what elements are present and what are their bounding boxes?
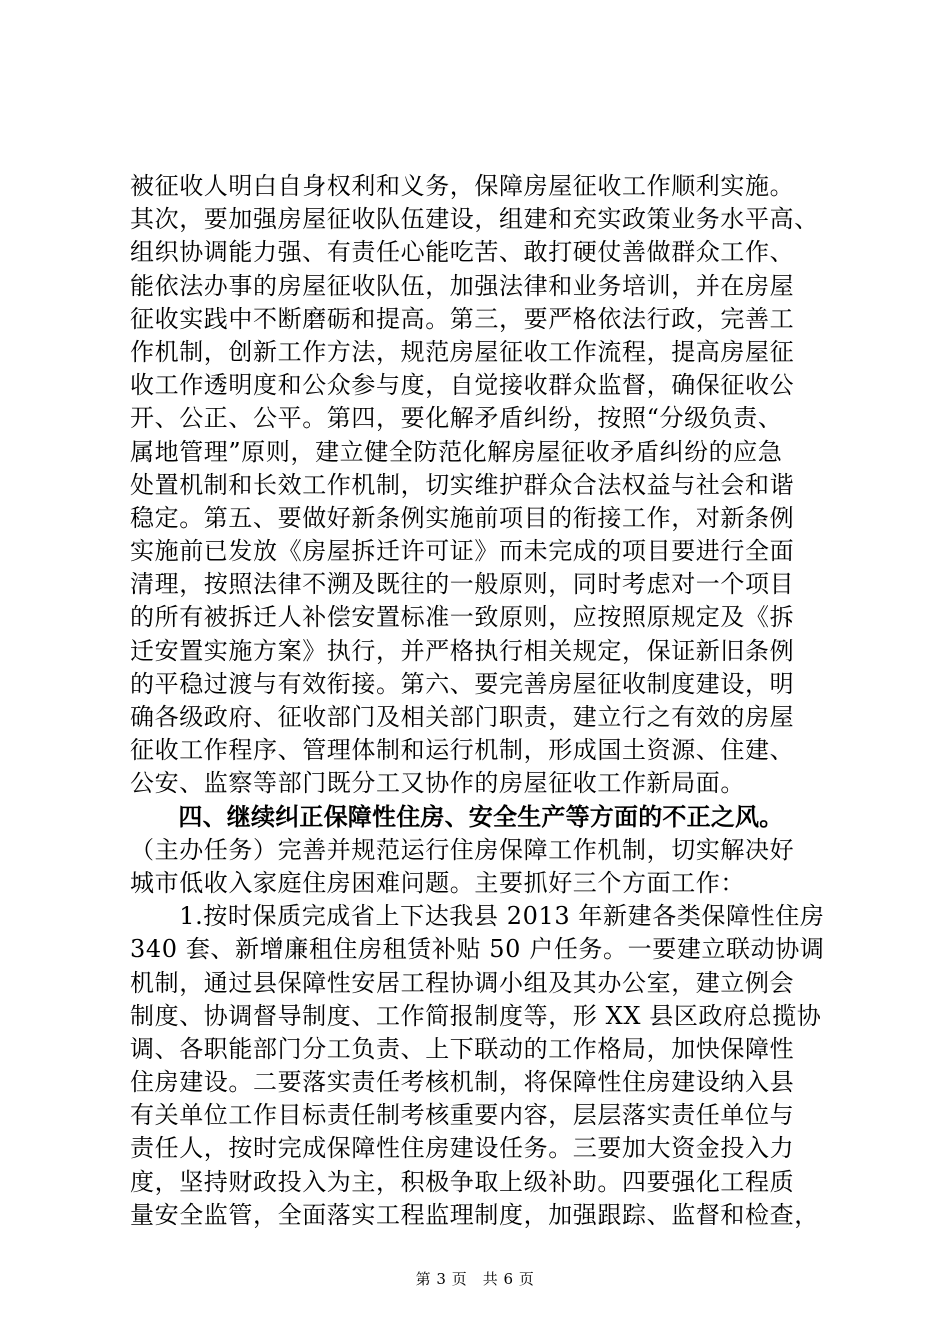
section-heading: 四、继续纠正保障性住房、安全生产等方面的不正之风。 (130, 802, 784, 831)
text-line: 组织协调能力强、有责任心能吃苦、敢打硬仗善做群众工作、 (130, 238, 795, 267)
text-line: 其次，要加强房屋征收队伍建设，组建和充实政策业务水平高、 (130, 205, 819, 234)
text-line: 作机制，创新工作方法，规范房屋征收工作流程，提高房屋征 (130, 337, 795, 366)
text-line: 机制，通过县保障性安居工程协调小组及其办公室，建立例会 (130, 968, 795, 997)
text-line: 处置机制和长效工作机制，切实维护群众合法权益与社会和谐 (130, 470, 795, 499)
text-line: 1.按时保质完成省上下达我县 2013 年新建各类保障性住房 (130, 902, 825, 931)
text-line: 被征收人明白自身权利和义务，保障房屋征收工作顺利实施。 (130, 172, 795, 200)
text-line: 征收工作程序、管理体制和运行机制，形成国土资源、住建、 (130, 736, 795, 765)
text-line: 迁安置实施方案》执行，并严格执行相关规定，保证新旧条例 (130, 636, 795, 665)
text-line: 城市低收入家庭住房困难问题。主要抓好三个方面工作： (130, 868, 745, 897)
text-line: 量安全监管，全面落实工程监理制度，加强跟踪、监督和检查， (130, 1200, 819, 1229)
text-line: 责任人，按时完成保障性住房建设任务。三要加大资金投入力 (130, 1134, 795, 1163)
text-line: 清理，按照法律不溯及既往的一般原则，同时考虑对一个项目 (130, 570, 795, 599)
text-line: 度，坚持财政投入为主，积极争取上级补助。四要强化工程质 (130, 1167, 795, 1196)
text-line: 有关单位工作目标责任制考核重要内容，层层落实责任单位与 (130, 1101, 795, 1130)
text-line: 的平稳过渡与有效衔接。第六、要完善房屋征收制度建设，明 (130, 669, 795, 698)
text-line: 公安、监察等部门既分工又协作的房屋征收工作新局面。 (130, 769, 745, 798)
text-line: （主办任务）完善并规范运行住房保障工作机制，切实解决好 (130, 835, 795, 864)
text-line: 实施前已发放《房屋拆迁许可证》而未完成的项目要进行全面 (130, 537, 795, 566)
page-footer (0, 1268, 950, 1289)
text-line: 340 套、新增廉租住房租赁补贴 50 户任务。一要建立联动协调 (130, 935, 825, 964)
text-line: 属地管理”原则，建立健全防范化解房屋征收矛盾纠纷的应急 (130, 437, 783, 466)
text-line: 能依法办事的房屋征收队伍，加强法律和业务培训，并在房屋 (130, 271, 795, 300)
text-line: 稳定。第五、要做好新条例实施前项目的衔接工作，对新条例 (130, 503, 795, 532)
text-line: 调、各职能部门分工负责、上下联动的工作格局，加快保障性 (130, 1034, 795, 1063)
page-number: 第 3 页 共 6 页 (415, 1270, 535, 1288)
text-line: 确各级政府、征收部门及相关部门职责，建立行之有效的房屋 (130, 703, 795, 731)
text-line: 的所有被拆迁人补偿安置标准一致原则，应按照原规定及《拆 (130, 603, 795, 632)
text-line: 开、公正、公平。第四，要化解矛盾纠纷，按照“分级负责、 (130, 404, 783, 433)
body-text (130, 170, 830, 1232)
text-line: 住房建设。二要落实责任考核机制，将保障性住房建设纳入县 (130, 1068, 795, 1097)
text-line: 制度、协调督导制度、工作简报制度等，形 XX 县区政府总揽协 (130, 1001, 822, 1030)
text-line: 收工作透明度和公众参与度，自觉接收群众监督，确保征收公 (130, 371, 795, 400)
text-line: 征收实践中不断磨砺和提高。第三，要严格依法行政，完善工 (130, 304, 795, 333)
